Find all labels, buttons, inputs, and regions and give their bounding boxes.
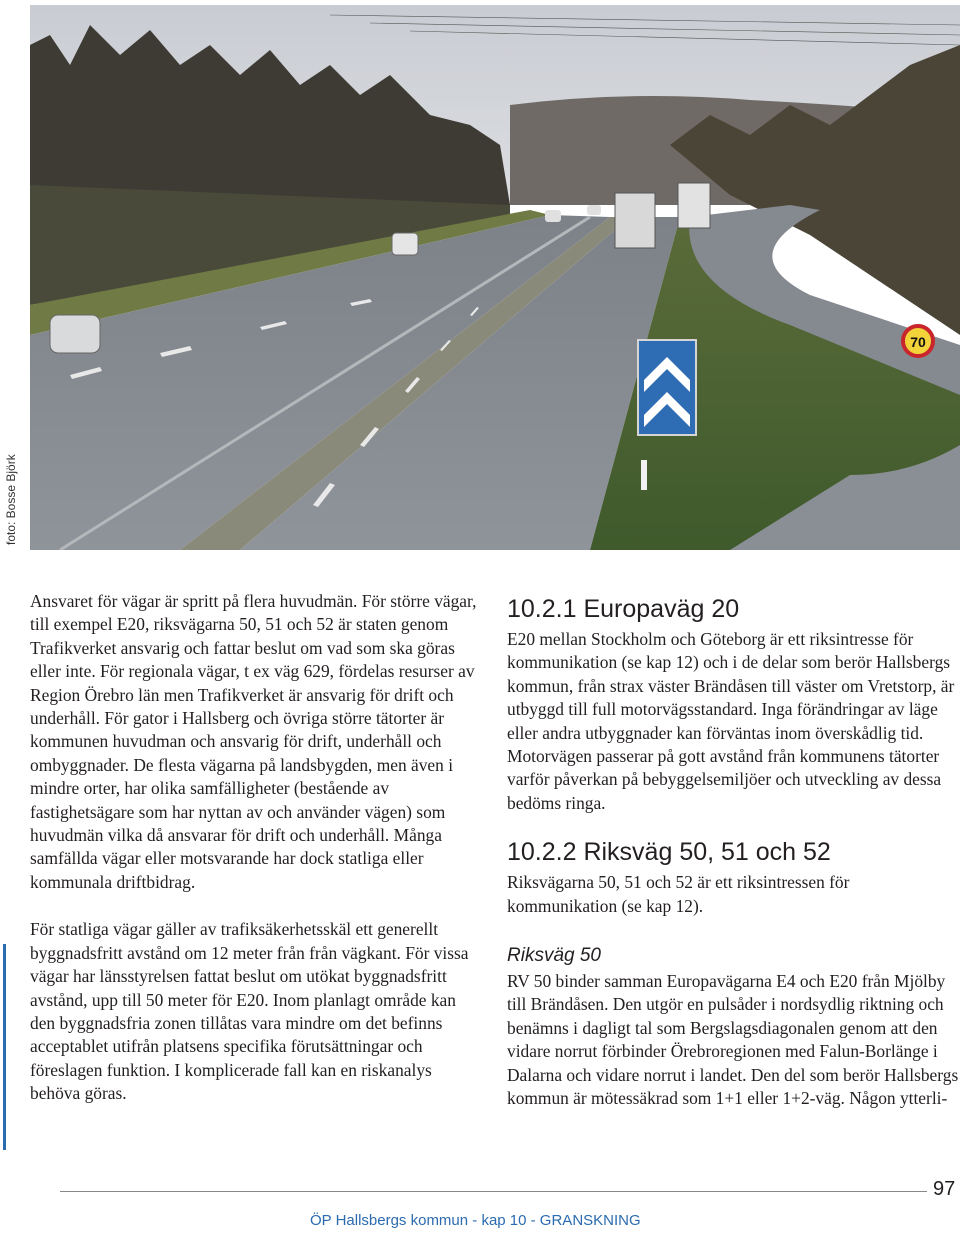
right-paragraph-1: E20 mellan Stockholm och Göteborg är ett riksintresse för kommunikation (se kap 12) och i de delar som berör Hallsbergs kommun, från strax väster Brändåsen till väster om Vretstorp, är utbyggd till full motorvägsstandard. Inga förändringar av läge eller andra utbyggnader kan förväntas inom överskådlig tid. Motorvägen passerar på gott avstånd från kommunens tätorter varför påverkan på bebyggelsemiljöer och utveckling av dessa bedöms ringa. bbox=[507, 629, 955, 813]
left-paragraph-2: För statliga vägar gäller av trafiksäkerhetsskäl ett generellt byggnadsfritt avstånd om 12 meter från från vägkant. För vissa vägar har länsstyrelsen fattat beslut om utökat byggnadsfritt avstånd, upp till 50 meter för E20. Inom planlagt område kan den byggnadsfria zonen tillåtas vara mindre om det befinns acceptablet utifrån platsens specifika förutsättningar och föreslagen funktion. I komplicerade fall kan en riskanalys behöva göras. bbox=[30, 919, 469, 1104]
photo-credit: foto: Bosse Björk bbox=[4, 454, 18, 545]
accent-sidebar-bar bbox=[3, 944, 6, 1150]
road-photo bbox=[30, 5, 960, 550]
road-photo-illustration bbox=[30, 5, 960, 550]
subheading-riksvag-50: Riksväg 50 bbox=[507, 945, 601, 967]
right-paragraph-3: RV 50 binder samman Europavägarna E4 och E20 från Mjölby till Brändåsen. Den utgör en pulsåder i nordsydlig riktning och benämns i dagligt tal som Bergslagsdiagonalen genom att den vidare norrut förbinder Örebroregionen med Falun-Borlänge i Dalarna och vidare norrut i landet. Den del som berör Hallsbergs kommun är mötessäkrad som 1+1 eller 1+2-väg. Någon ytterli- bbox=[507, 971, 959, 1109]
page-number: 97 bbox=[933, 1178, 956, 1200]
footer-rule bbox=[60, 1191, 927, 1192]
heading-riksvag-50-51-52: 10.2.2 Riksväg 50, 51 och 52 bbox=[507, 838, 831, 867]
right-paragraph-2: Riksvägarna 50, 51 och 52 är ett riksintressen för kommunikation (se kap 12). bbox=[507, 872, 850, 916]
heading-europavag-20: 10.2.1 Europaväg 20 bbox=[507, 595, 740, 623]
left-column bbox=[30, 590, 482, 1106]
footer-text: ÖP Hallsbergs kommun - kap 10 - GRANSKNING bbox=[310, 1212, 641, 1229]
left-paragraph-1: Ansvaret för vägar är spritt på flera huvudmän. För större vägar, till exempel E20, riksvägarna 50, 51 och 52 är staten genom Trafikverket ansvarig och fattar beslut om vad som ska göras eller inte. För regionala vägar, t ex väg 629, fördelas resurser av Region Örebro län men Trafikverket är ansvarig för drift och underhåll. För gator i Hallsberg och övriga större tätorter är kommunen huvudman och ansvarig för drift, underhåll och ombyggnader. De flesta vägarna på landsbygden, men även i mindre orter, har olika samfälligheter (bestående av fastighetsägare som har nyttan av och använder vägen) som huvudmän vilka då ansvarar för drift och underhåll. Många samfällda vägar eller motsvarande har dock statliga eller kommunala driftbidrag. bbox=[30, 591, 477, 892]
speed-limit-sign-icon bbox=[903, 326, 933, 356]
right-column bbox=[507, 590, 960, 1111]
speed-limit-value: 70 bbox=[910, 334, 926, 350]
